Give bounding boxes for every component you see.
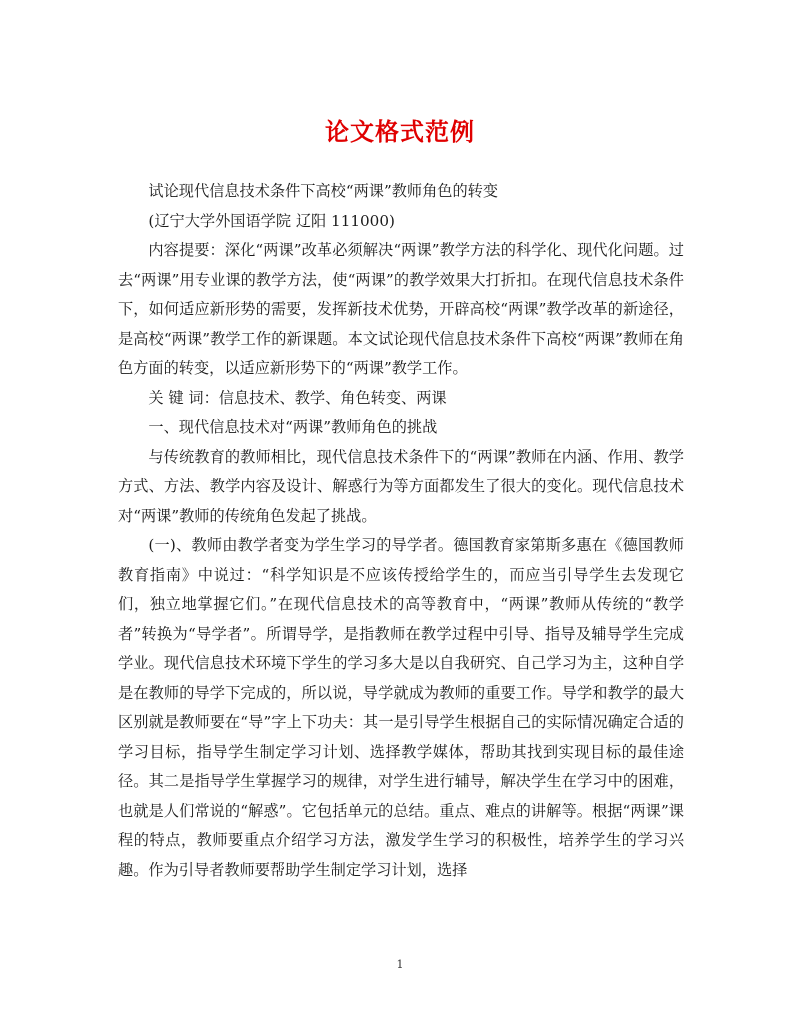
abstract-paragraph: 内容提要：深化“两课”改革必须解决“两课”教学方法的科学化、现代化问题。过去“两课”用专业课的教学方法，使“两课”的教学效果大打折扣。在现代信息技术条件下，如何适应新形势的需要，发挥新技术优势，开辟高校“两课”教学改革的新途径，是高校“两课”教学工作的新课题。本文试论现代信息技术条件下高校“两课”教师在角色方面的转变，以适应新形势下的“两课”教学工作。 bbox=[118, 241, 684, 377]
body-paragraph: 与传统教育的教师相比，现代信息技术条件下的“两课”教师在内涵、作用、教学方式、方法、教学内容及设计、解惑行为等方面都发生了很大的变化。现代信息技术对“两课”教师的传统角色发起了挑战。 bbox=[118, 447, 684, 525]
keywords-line: 关 键 词：信息技术、教学、角色转变、两课 bbox=[148, 388, 447, 407]
document-title: 论文格式范例 bbox=[325, 117, 475, 146]
paper-subtitle: 试论现代信息技术条件下高校“两课”教师角色的转变 bbox=[148, 182, 499, 200]
document-body bbox=[118, 177, 684, 885]
author-affiliation: (辽宁大学外国语学院 辽阳 111000) bbox=[148, 211, 395, 230]
section-heading: 一、现代信息技术对“两课”教师角色的挑战 bbox=[148, 418, 438, 436]
body-paragraph: (一)、教师由教学者变为学生学习的导学者。德国教育家第斯多惠在《德国教师教育指南》中说过：“科学知识是不应该传授给学生的，而应当引导学生去发现它们，独立地掌握它们。”在现代信息技术的高等教育中，“两课”教师从传统的“教学者”转换为“导学者”。所谓导学，是指教师在教学过程中引导、指导及辅导学生完成学业。现代信息技术环境下学生的学习多大是以自我研究、自己学习为主，这种自学是在教师的导学下完成的，所以说，导学就成为教师的重要工作。导学和教学的最大区别就是教师要在“导”字上下功夫：其一是引导学生根据自己的实际情况确定合适的学习目标，指导学生制定学习计划、选择教学媒体，帮助其找到实现目标的最佳途径。其二是指导学生掌握学习的规律，对学生进行辅导，解决学生在学习中的困难，也就是人们常说的“解惑”。它包括单元的总结。重点、难点的讲解等。根据“两课”课程的特点，教师要重点介绍学习方法，激发学生学习的积极性，培养学生的学习兴趣。作为引导者教师要帮助学生制定学习计划，选择 bbox=[118, 536, 684, 879]
page-number: 1 bbox=[396, 958, 404, 971]
